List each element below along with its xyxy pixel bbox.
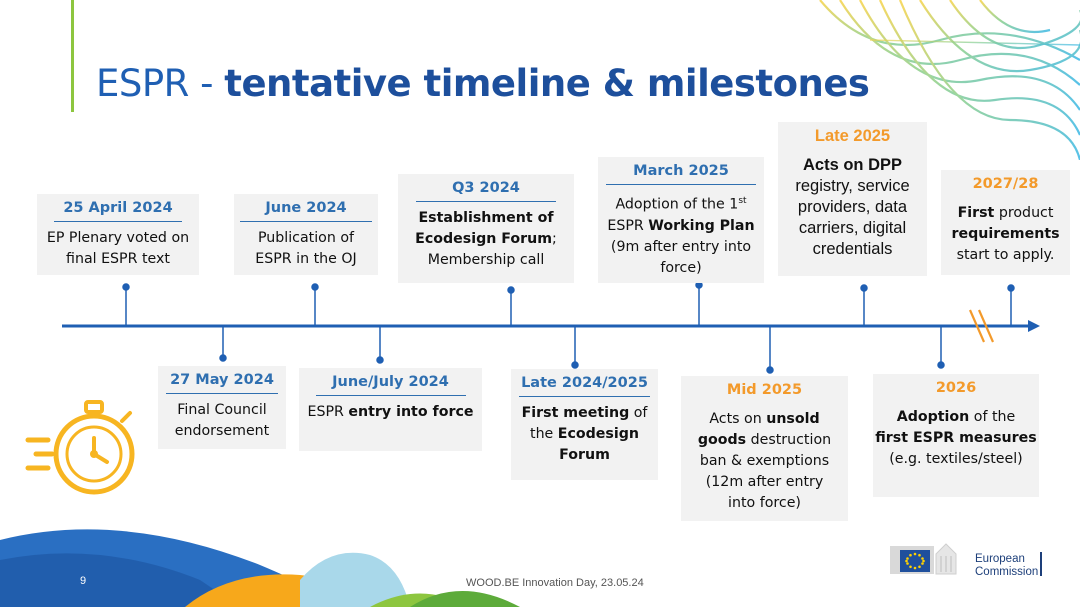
organization-name-line1: European (975, 553, 1025, 565)
milestone-box (681, 376, 848, 521)
milestone-date: Late 2025 (814, 127, 891, 145)
timeline-connector-dot (572, 362, 578, 368)
milestone-text: Acts on unsold goods destruction ban & exemptions (12m after entry into force) (697, 411, 832, 511)
milestone-box (158, 366, 286, 449)
timeline-connector-dot (767, 367, 773, 373)
milestone-text: First meeting of the Ecodesign Forum (521, 405, 648, 463)
timeline-connector-dot (123, 284, 129, 290)
milestone-box (941, 170, 1070, 275)
milestone-date: 27 May 2024 (166, 370, 278, 394)
organization-name (975, 553, 1038, 579)
milestone-text: Adoption of the first ESPR measures (e.g. textiles/steel) (875, 409, 1037, 467)
milestone-text: ESPR entry into force (307, 404, 474, 420)
milestone-date: June/July 2024 (316, 372, 466, 396)
timeline-connector-dot (861, 285, 867, 291)
milestone-text: Publication of ESPR in the OJ (255, 230, 357, 267)
timeline-connector-dot (1008, 285, 1014, 291)
organization-name-line2: Commission (975, 566, 1039, 578)
milestone-date: Q3 2024 (416, 178, 556, 202)
milestone-box (37, 194, 199, 275)
milestone-date: 2026 (935, 380, 977, 396)
milestone-box (598, 157, 764, 283)
milestone-text: Final Council endorsement (174, 402, 270, 439)
timeline-connector-dot (508, 287, 514, 293)
milestone-text: Acts on DPP registry, service providers, data carriers, digital credentials (795, 156, 910, 258)
page-number: 9 (80, 575, 87, 587)
timeline-connector-dot (312, 284, 318, 290)
milestone-text: EP Plenary voted on final ESPR text (46, 230, 190, 267)
milestone-box (299, 368, 482, 451)
milestone-box (873, 374, 1039, 497)
milestone-date: Mid 2025 (726, 382, 803, 398)
timeline-connector-dot (377, 357, 383, 363)
stopwatch-icon (22, 396, 142, 506)
timeline-connector-dot (220, 355, 226, 361)
timeline-connector-dot (938, 362, 944, 368)
milestone-date: 25 April 2024 (54, 198, 182, 222)
milestone-box (511, 369, 658, 480)
eu-flag-icon (890, 542, 970, 578)
milestone-date: 2027/28 (972, 176, 1039, 192)
footer-event: WOOD.BE Innovation Day, 23.05.24 (466, 577, 644, 589)
milestone-date: March 2025 (606, 161, 756, 185)
organization-divider (1040, 552, 1042, 576)
milestone-text: Adoption of the 1st ESPR Working Plan (9m after entry into force) (607, 196, 755, 276)
milestone-date: June 2024 (240, 198, 372, 222)
timeline-arrow-icon (1028, 320, 1040, 332)
page-title: ESPR - tentative timeline & milestones (96, 62, 870, 105)
milestone-box (778, 122, 927, 276)
milestone-box (398, 174, 574, 283)
milestone-date: Late 2024/2025 (519, 373, 650, 397)
milestone-box (234, 194, 378, 275)
milestone-text: First product requirements start to apply. (951, 205, 1060, 263)
milestone-text: Establishment of Ecodesign Forum; Membership call (415, 210, 557, 268)
